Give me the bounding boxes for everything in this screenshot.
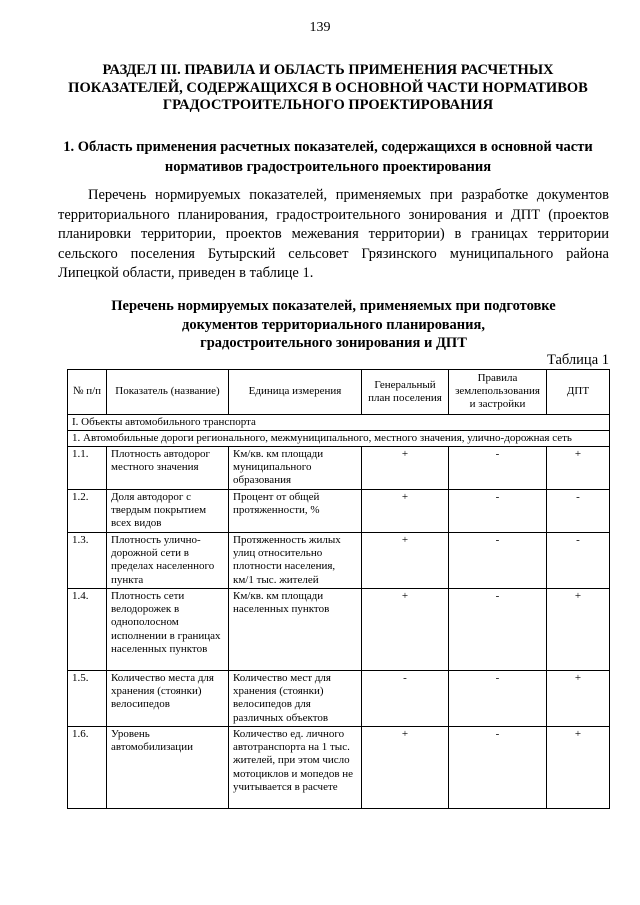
group-cell: I. Объекты автомобильного транспорта — [68, 414, 610, 430]
section-title: РАЗДЕЛ III. ПРАВИЛА И ОБЛАСТЬ ПРИМЕНЕНИЯ РАСЧЕТНЫХ ПОКАЗАТЕЛЕЙ, СОДЕРЖАЩИХСЯ В ОСНОВНОЙ ЧАСТИ НОРМАТИВОВ ГРАДОСТРОИТЕЛЬНОГО ПРОЕКТИРОВАНИЯ — [68, 62, 588, 113]
table-row — [68, 727, 610, 809]
table-heading-line-3: градостроительного зонирования и ДПТ — [200, 335, 467, 351]
table-heading-line-1: Перечень нормируемых показателей, применяемых при подготовке — [111, 298, 556, 314]
header-general-plan: Генеральный план поселения — [362, 370, 449, 415]
cell-dpt: + — [547, 727, 610, 809]
header-indicator: Показатель (название) — [107, 370, 229, 415]
cell-general-plan: + — [362, 533, 449, 589]
cell-land-use-rules: - — [449, 447, 547, 490]
cell-num: 1.4. — [68, 589, 107, 671]
table-heading-line-2: документов территориального планирования, — [182, 316, 485, 333]
cell-indicator: Доля автодорог с твердым покрытием всех видов — [107, 490, 229, 533]
cell-dpt: + — [547, 447, 610, 490]
subsection-title: 1. Область применения расчетных показателей, содержащихся в основной части нормативов градостроительного проектирования — [63, 139, 593, 175]
cell-general-plan: + — [362, 490, 449, 533]
header-dpt: ДПТ — [547, 370, 610, 415]
header-unit: Единица измерения — [229, 370, 362, 415]
cell-unit: Процент от общей протяженности, % — [229, 490, 362, 533]
table-subgroup-row — [68, 430, 610, 446]
header-land-use-rules: Правила землепользования и застройки — [449, 370, 547, 415]
cell-general-plan: - — [362, 671, 449, 727]
cell-land-use-rules: - — [449, 727, 547, 809]
cell-indicator: Плотность сети велодорожек в однополосном исполнении в границах населенных пунктов — [107, 589, 229, 671]
cell-unit: Количество мест для хранения (стоянки) велосипедов для различных объектов — [229, 671, 362, 727]
header-num: № п/п — [68, 370, 107, 415]
cell-dpt: - — [547, 490, 610, 533]
indicators-table — [67, 369, 610, 809]
cell-unit: Количество ед. личного автотранспорта на 1 тыс. жителей, при этом число мотоциклов и мопедов не учитывается в расчете — [229, 727, 362, 809]
cell-general-plan: + — [362, 727, 449, 809]
cell-unit: Протяженность жилых улиц относительно плотности населения, км/1 тыс. жителей — [229, 533, 362, 589]
table-group-row — [68, 414, 610, 430]
cell-num: 1.6. — [68, 727, 107, 809]
cell-num: 1.2. — [68, 490, 107, 533]
cell-num: 1.3. — [68, 533, 107, 589]
page-number: 139 — [309, 20, 331, 35]
table-row — [68, 447, 610, 490]
table-label: Таблица 1 — [546, 352, 609, 368]
table-row — [68, 589, 610, 671]
cell-land-use-rules: - — [449, 589, 547, 671]
table-row — [68, 490, 610, 533]
table-row — [68, 533, 610, 589]
intro-paragraph — [58, 186, 609, 284]
cell-indicator: Плотность улично-дорожной сети в пределах населенного пункта — [107, 533, 229, 589]
table-header-row — [68, 370, 610, 415]
cell-num: 1.1. — [68, 447, 107, 490]
cell-num: 1.5. — [68, 671, 107, 727]
cell-unit: Км/кв. км площади населенных пунктов — [229, 589, 362, 671]
cell-general-plan: + — [362, 589, 449, 671]
cell-dpt: - — [547, 533, 610, 589]
cell-dpt: + — [547, 671, 610, 727]
cell-general-plan: + — [362, 447, 449, 490]
cell-land-use-rules: - — [449, 533, 547, 589]
cell-unit: Км/кв. км площади муниципального образования — [229, 447, 362, 490]
cell-land-use-rules: - — [449, 490, 547, 533]
cell-indicator: Уровень автомобилизации — [107, 727, 229, 809]
cell-land-use-rules: - — [449, 671, 547, 727]
cell-indicator: Плотность автодорог местного значения — [107, 447, 229, 490]
cell-indicator: Количество места для хранения (стоянки) велосипедов — [107, 671, 229, 727]
table-heading — [58, 297, 609, 353]
cell-dpt: + — [547, 589, 610, 671]
table-row — [68, 671, 610, 727]
subgroup-cell: 1. Автомобильные дороги регионального, межмуниципального, местного значения, улично-дорожная сеть — [68, 430, 610, 446]
intro-paragraph-text: Перечень нормируемых показателей, применяемых при разработке документов территориального планирования, градостроительного зонирования и ДПТ (проектов планировки территории, проектов межевания территории) в границах территории сельского поселения Бутырский сельсовет Грязинского муниципального района Липецкой области, приведен в таблице 1. — [58, 187, 609, 282]
